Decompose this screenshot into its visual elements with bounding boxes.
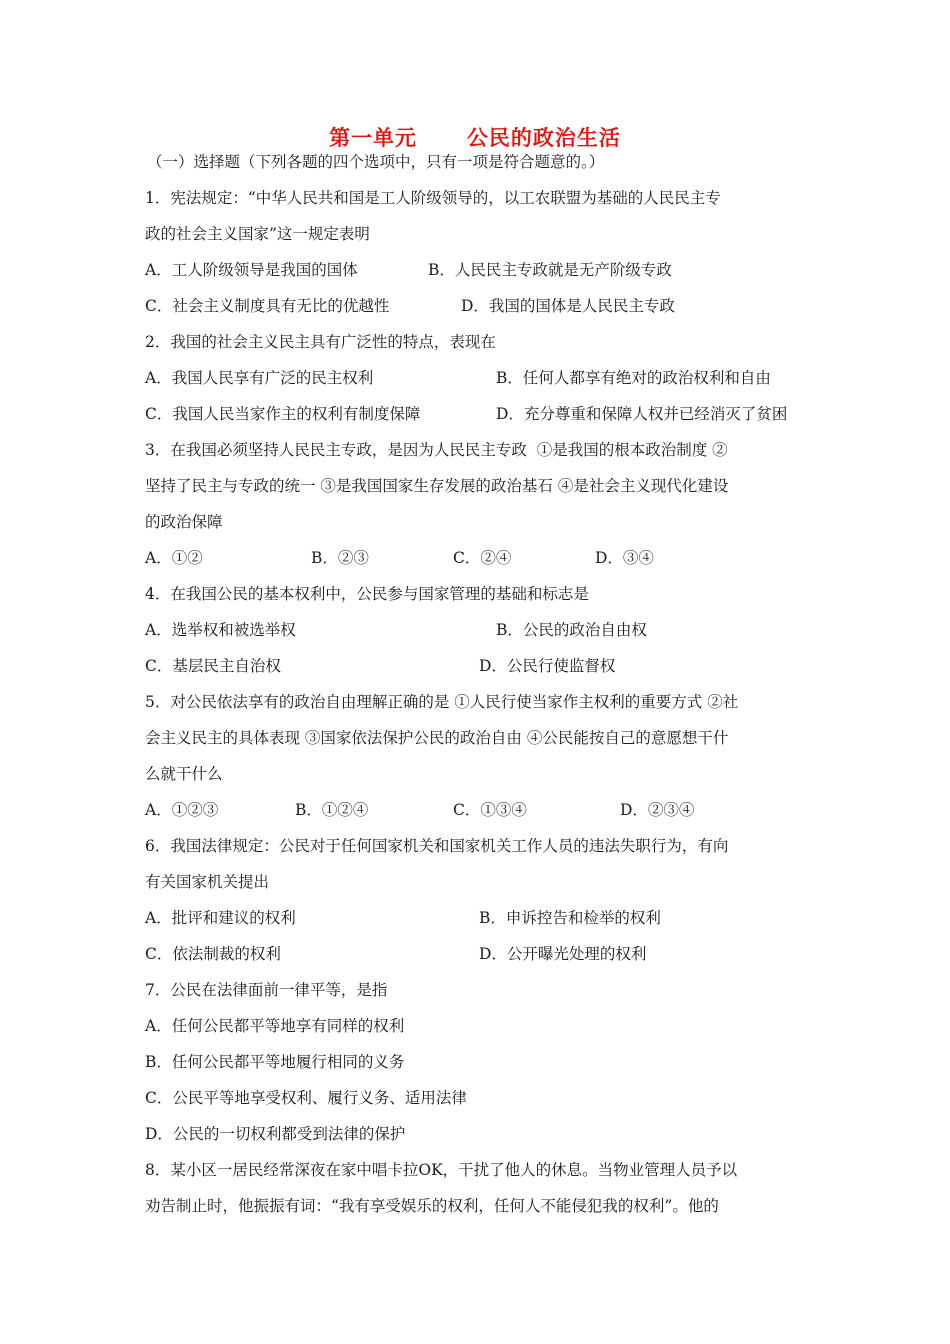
question-7-text-line-1: 7．公民在法律面前一律平等，是指 bbox=[145, 981, 388, 999]
question-7-option-d: D．公民的一切权利都受到法律的保护 bbox=[145, 1125, 406, 1143]
question-3-text-line-3: 的政治保障 bbox=[145, 513, 223, 531]
question-2-option-a: A．我国人民享有广泛的民主权利 bbox=[145, 369, 374, 387]
question-7-option-b: B．任何公民都平等地履行相同的义务 bbox=[145, 1053, 405, 1071]
question-1-text-line-2: 政的社会主义国家”这一规定表明 bbox=[145, 225, 370, 243]
question-3-text-line-2: 坚持了民主与专政的统一 ③是我国国家生存发展的政治基石 ④是社会主义现代化建设 bbox=[145, 477, 729, 495]
page-title: 第一单元 公民的政治生活 bbox=[329, 126, 621, 150]
question-5-text-line-2: 会主义民主的具体表现 ③国家依法保护公民的政治自由 ④公民能按自己的意愿想干什 bbox=[145, 729, 729, 747]
question-2-option-c: C．我国人民当家作主的权利有制度保障 bbox=[145, 405, 421, 423]
question-1-option-a: A．工人阶级领导是我国的国体 bbox=[145, 261, 358, 279]
question-6-option-b: B．申诉控告和检举的权利 bbox=[479, 909, 661, 927]
question-2-option-b: B．任何人都享有绝对的政治权利和自由 bbox=[496, 369, 771, 387]
question-5-text-line-3: 么就干什么 bbox=[145, 765, 223, 783]
question-4-option-a: A．选举权和被选举权 bbox=[145, 621, 296, 639]
question-7-option-c: C．公民平等地享受权利、履行义务、适用法律 bbox=[145, 1089, 467, 1107]
question-5-text-line-1: 5．对公民依法享有的政治自由理解正确的是 ①人民行使当家作主权利的重要方式 ②社 bbox=[145, 693, 739, 711]
section-instruction: （一）选择题（下列各题的四个选项中，只有一项是符合题意的。） bbox=[147, 153, 605, 171]
question-6-text-line-1: 6．我国法律规定：公民对于任何国家机关和国家机关工作人员的违法失职行为，有向 bbox=[145, 837, 729, 855]
question-6-option-d: D．公开曝光处理的权利 bbox=[479, 945, 647, 963]
question-1-option-c: C．社会主义制度具有无比的优越性 bbox=[145, 297, 390, 315]
question-6-option-c: C．依法制裁的权利 bbox=[145, 945, 281, 963]
question-3-option-b: B．②③ bbox=[311, 549, 369, 567]
question-1-text-line-1: 1．宪法规定：“中华人民共和国是工人阶级领导的，以工农联盟为基础的人民民主专 bbox=[145, 189, 721, 207]
question-8-text-line-2: 劝告制止时，他振振有词：“我有享受娱乐的权利，任何人不能侵犯我的权利”。他的 bbox=[145, 1197, 719, 1215]
question-8-text-line-1: 8．某小区一居民经常深夜在家中唱卡拉OK，干扰了他人的休息。当物业管理人员予以 bbox=[145, 1161, 738, 1179]
question-6-text-line-2: 有关国家机关提出 bbox=[145, 873, 270, 891]
question-2-text-line-1: 2．我国的社会主义民主具有广泛性的特点，表现在 bbox=[145, 333, 496, 351]
question-3-text-line-1: 3．在我国必须坚持人民民主专政，是因为人民民主专政 ①是我国的根本政治制度 ② bbox=[145, 441, 728, 459]
question-4-option-b: B．公民的政治自由权 bbox=[496, 621, 647, 639]
question-3-option-d: D．③④ bbox=[595, 549, 654, 567]
question-1-option-b: B．人民民主专政就是无产阶级专政 bbox=[428, 261, 672, 279]
question-3-option-a: A．①② bbox=[145, 549, 203, 567]
question-4-option-c: C．基层民主自治权 bbox=[145, 657, 281, 675]
question-4-option-d: D．公民行使监督权 bbox=[479, 657, 616, 675]
question-3-option-c: C．②④ bbox=[453, 549, 512, 567]
question-1-option-d: D．我国的国体是人民民主专政 bbox=[461, 297, 675, 315]
question-6-option-a: A．批评和建议的权利 bbox=[145, 909, 296, 927]
question-2-option-d: D．充分尊重和保障人权并已经消灭了贫困 bbox=[496, 405, 788, 423]
question-7-option-a: A．任何公民都平等地享有同样的权利 bbox=[145, 1017, 405, 1035]
question-5-option-d: D．②③④ bbox=[620, 801, 695, 819]
question-5-option-c: C．①③④ bbox=[453, 801, 527, 819]
question-5-option-b: B．①②④ bbox=[295, 801, 369, 819]
question-5-option-a: A．①②③ bbox=[145, 801, 219, 819]
question-4-text-line-1: 4．在我国公民的基本权利中，公民参与国家管理的基础和标志是 bbox=[145, 585, 589, 603]
